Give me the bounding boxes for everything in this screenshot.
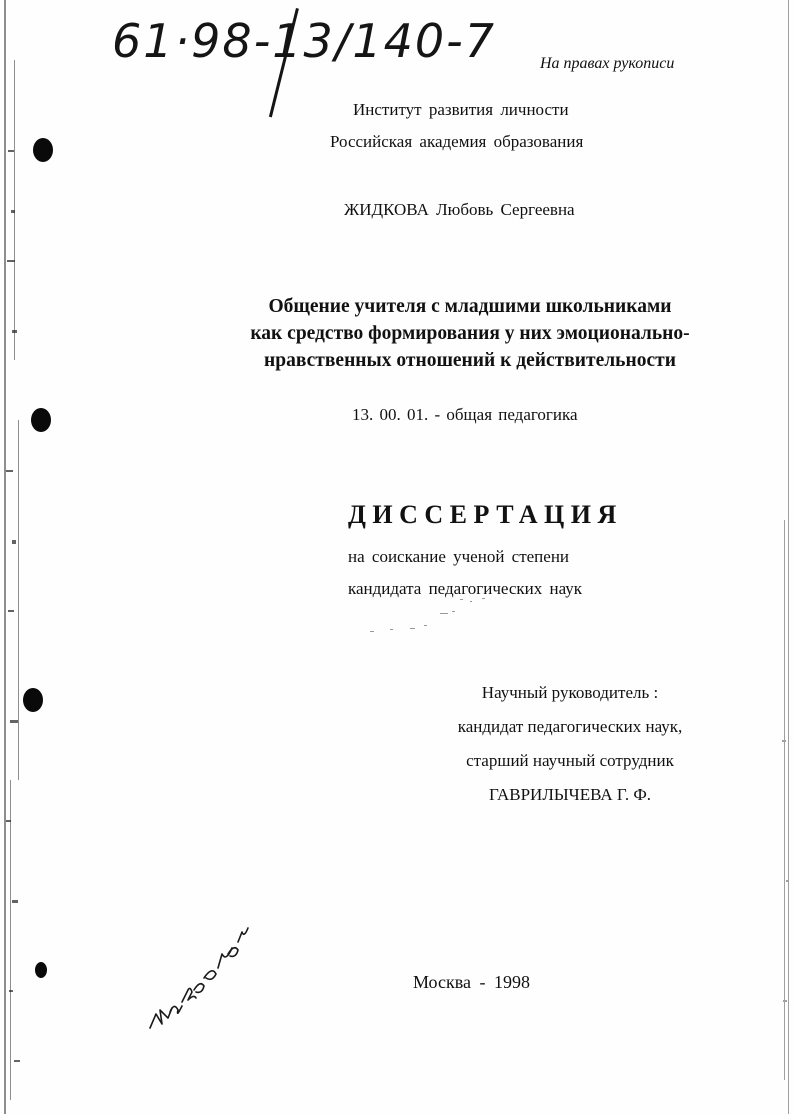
punch-hole bbox=[35, 962, 47, 978]
punch-hole bbox=[33, 138, 53, 162]
city-and-year: Москва - 1998 bbox=[413, 972, 530, 992]
supervisor-degree: кандидат педагогических наук, bbox=[457, 717, 683, 736]
supervisor-block bbox=[400, 676, 740, 812]
supervisor-label: Научный руководитель : bbox=[481, 683, 659, 702]
title-line: как средство формирования у них эмоционально- bbox=[250, 323, 690, 344]
scan-noise bbox=[360, 595, 500, 635]
institute-name: Институт развития личности bbox=[353, 100, 569, 119]
academy-name: Российская академия образования bbox=[330, 132, 584, 151]
degree-line: кандидата педагогических наук bbox=[348, 579, 583, 598]
supervisor-position: старший научный сотрудник bbox=[466, 751, 674, 770]
punch-hole bbox=[23, 688, 43, 712]
handwritten-signature bbox=[136, 916, 256, 1036]
right-edge-shading bbox=[772, 0, 794, 1114]
author-name: ЖИДКОВА Любовь Сергеевна bbox=[344, 200, 575, 219]
handwritten-archive-code: 61·98-13/140-7 bbox=[112, 14, 496, 68]
punch-hole bbox=[31, 408, 51, 432]
title-line: Общение учителя с младшими школьниками bbox=[268, 296, 672, 317]
degree-line: на соискание ученой степени bbox=[348, 547, 570, 566]
binding-edge bbox=[0, 0, 34, 1114]
rights-note: На правах рукописи bbox=[540, 55, 675, 72]
document-type-heading: ДИССЕРТАЦИЯ bbox=[348, 500, 623, 529]
supervisor-name: ГАВРИЛЫЧЕВА Г. Ф. bbox=[489, 785, 651, 804]
title-line: нравственных отношений к действительности bbox=[264, 350, 676, 371]
dissertation-title bbox=[150, 293, 790, 374]
specialty-code: 13. 00. 01. - общая педагогика bbox=[352, 405, 578, 424]
